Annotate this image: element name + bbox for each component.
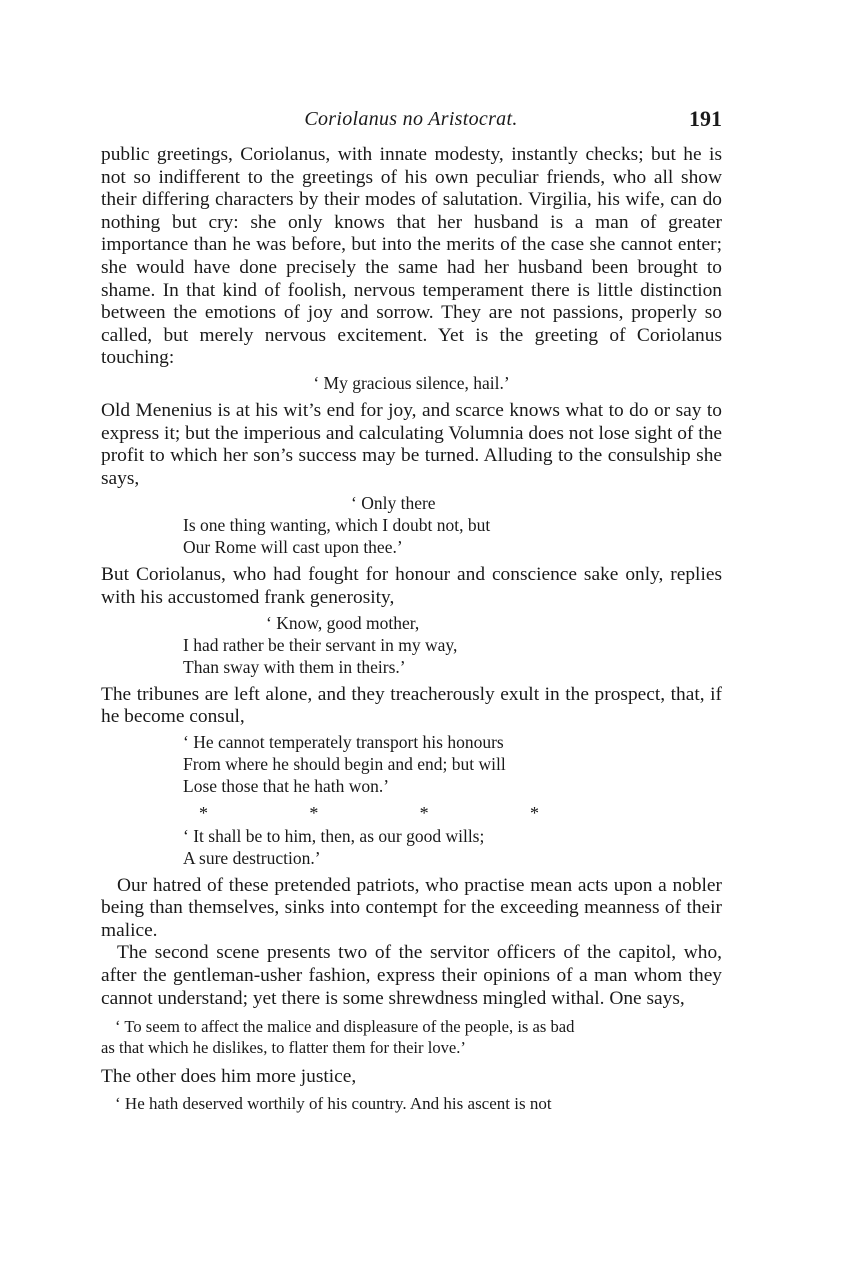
asterisk: * — [419, 802, 429, 823]
quote-1: ‘ My gracious silence, hail.’ — [313, 372, 510, 393]
verse-line: I had rather be their servant in my way, — [183, 634, 458, 655]
quote-7: ‘ He hath deserved worthily of his country. And his ascent is not — [115, 1093, 552, 1113]
verse-line: Lose those that he hath won.’ — [183, 775, 390, 796]
verse-line: Our Rome will cast upon thee.’ — [183, 537, 403, 558]
paragraph-3: But Coriolanus, who had fought for honour and conscience sake only, replies with his accustomed frank generosity, — [101, 564, 722, 608]
verse-line: From where he should begin and end; but will — [183, 753, 506, 774]
verse-line: Than sway with them in theirs.’ — [183, 656, 406, 677]
quote-line: ‘ To seem to affect the malice and displeasure of the people, is as bad — [115, 1017, 575, 1037]
quote-5 — [101, 825, 722, 869]
asterisk: * — [529, 802, 539, 823]
paragraph-2: Old Menenius is at his wit’s end for joy, and scarce knows what to do or say to express it; but the imperious and calculating Volumnia does not lose sight of the profit to which her son’s success may be turned. Alluding to the consulship she says, — [101, 399, 722, 489]
verse-line: ‘ It shall be to him, then, as our good wills; — [183, 825, 485, 846]
running-head: Coriolanus no Aristocrat. — [304, 108, 518, 130]
paragraph-5: Our hatred of these pretended patriots, who practise mean acts upon a nobler being than themselves, sinks into contempt for the exceeding meanness of their malice. — [101, 874, 722, 941]
quote-4 — [101, 731, 722, 797]
paragraph-4: The tribunes are left alone, and they treacherously exult in the prospect, that, if he become consul, — [101, 683, 722, 728]
verse-line: ‘ Know, good mother, — [266, 612, 420, 633]
asterisk-break — [101, 803, 539, 823]
page-number: 191 — [689, 106, 722, 131]
paragraph-1: public greetings, Coriolanus, with innate modesty, instantly checks; but he is not so indifferent to the greetings of his own peculiar friends, who all show their differing characters by their modes of salutation. Virgilia, his wife, can do nothing but cry: she only knows that her husband is a man of greater importance than he was before, but into the merits of the case she cannot enter; she would have done precisely the same had her husband been brought to shame. In that kind of foolish, nervous temperament there is little distinction between the emotions of joy and sorrow. They are not passions, properly so called, but merely nervous excitement. Yet is the greeting of Coriolanus touching: — [101, 144, 722, 369]
quote-2 — [101, 492, 722, 558]
quote-6 — [101, 1016, 722, 1058]
page-body — [101, 144, 722, 1115]
verse-line: ‘ He cannot temperately transport his honours — [183, 731, 504, 752]
quote-line: as that which he dislikes, to flatter them for their love.’ — [101, 1038, 466, 1058]
page-header — [100, 106, 722, 136]
verse-line: ‘ Only there — [351, 493, 436, 514]
quote-3 — [101, 612, 722, 678]
asterisk: * — [199, 802, 208, 823]
paragraph-6: The second scene presents two of the servitor officers of the capitol, who, after the gentleman-usher fashion, express their opinions of a man whom they cannot understand; yet there is some shrewdness mingled withal. One says, — [101, 942, 722, 1009]
asterisk: * — [309, 802, 319, 823]
verse-line: A sure destruction.’ — [183, 847, 321, 868]
paragraph-7: The other does him more justice, — [101, 1066, 357, 1088]
verse-line: Is one thing wanting, which I doubt not, but — [183, 515, 491, 536]
